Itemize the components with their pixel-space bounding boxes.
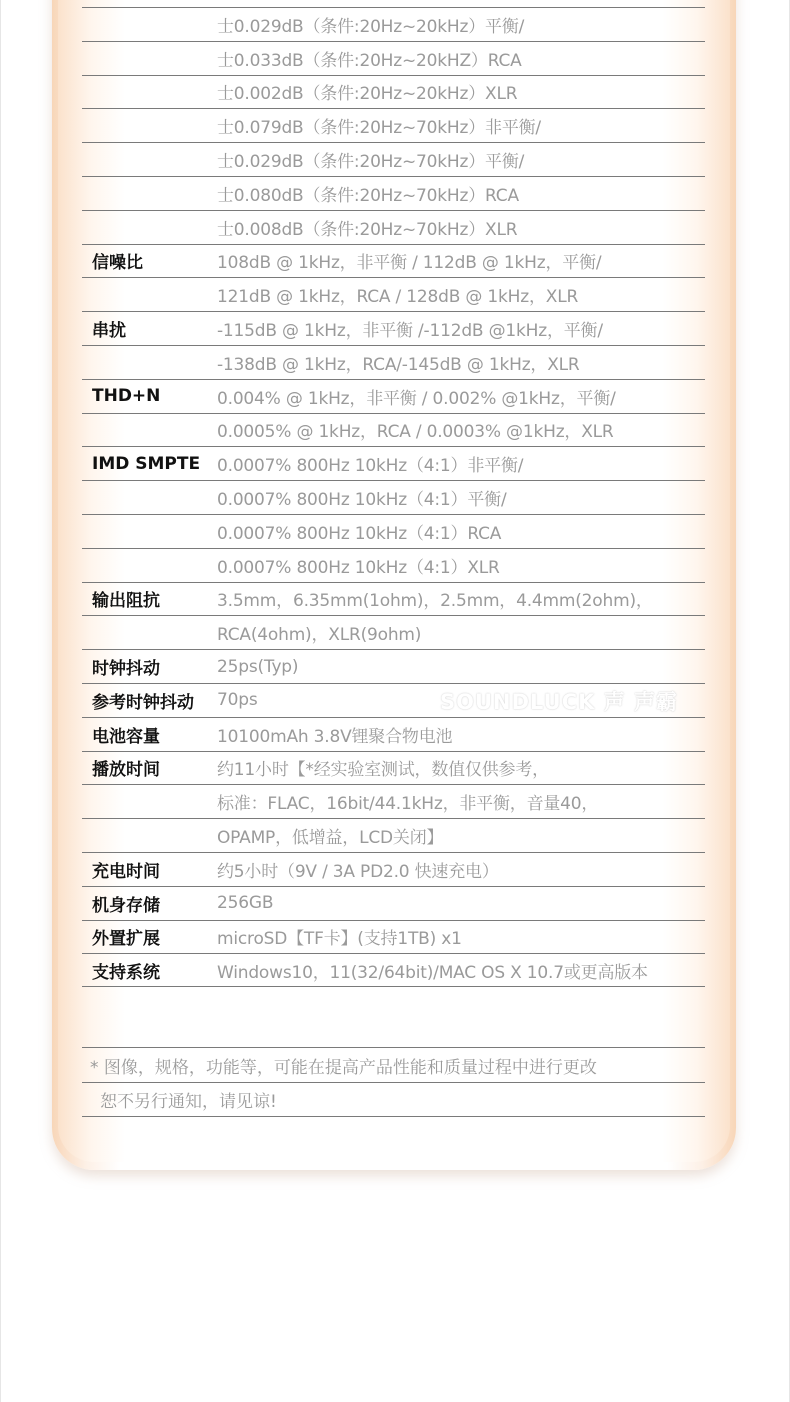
disclaimer-line-1: * 图像，规格，功能等，可能在提高产品性能和质量过程中进行更改 [82, 1047, 705, 1082]
spec-value: 0.004% @ 1kHz，非平衡 / 0.002% @1kHz，平衡/ [217, 388, 616, 409]
spec-row [82, 413, 705, 447]
spec-row [82, 75, 705, 109]
spec-value: Windows10，11(32/64bit)/MAC OS X 10.7或更高版本 [217, 962, 648, 983]
spec-row [82, 548, 705, 582]
spec-value: OPAMP，低增益，LCD关闭】 [217, 828, 444, 849]
spec-label: 播放时间 [92, 760, 160, 781]
spec-row [82, 920, 705, 954]
spec-label: 机身存储 [92, 895, 160, 916]
spec-row [82, 244, 705, 278]
spec-label: 参考时钟抖动 [92, 692, 194, 713]
watermark: SOUNDLUCK 声 声霸 [440, 690, 679, 714]
spec-row [82, 108, 705, 142]
spec-label: 串扰 [92, 321, 126, 342]
page-left-edge [0, 0, 1, 1402]
spec-value: 3.5mm，6.35mm(1ohm)，2.5mm，4.4mm(2ohm)， [217, 591, 653, 612]
spec-value: 士0.029dB（条件:20Hz~20kHz）平衡/ [217, 16, 525, 37]
spec-value: 0.0007% 800Hz 10kHz（4:1）XLR [217, 557, 500, 578]
spec-value: 70ps [217, 690, 258, 711]
disclaimer-notes [82, 1047, 705, 1117]
spec-value: 士0.002dB（条件:20Hz~20kHz）XLR [217, 84, 518, 105]
spec-value: 标准：FLAC，16bit/44.1kHz，非平衡，音量40， [217, 794, 599, 815]
disclaimer-line-2: 恕不另行通知，请见谅! [82, 1082, 705, 1117]
spec-row [82, 311, 705, 345]
spec-row [82, 277, 705, 311]
spec-row [82, 852, 705, 886]
spec-row [82, 345, 705, 379]
spec-row [82, 210, 705, 244]
spec-value: 108dB @ 1kHz，非平衡 / 112dB @ 1kHz，平衡/ [217, 253, 602, 274]
spec-row [82, 818, 705, 852]
spec-value: -138dB @ 1kHz，RCA/-145dB @ 1kHz，XLR [217, 354, 580, 375]
spec-label: IMD SMPTE [92, 453, 201, 474]
spec-value: 0.0007% 800Hz 10kHz（4:1）RCA [217, 523, 502, 544]
spec-row [82, 953, 705, 987]
spec-row [82, 784, 705, 818]
spec-value: 25ps(Typ) [217, 656, 299, 677]
spec-row [82, 176, 705, 210]
spec-value: 士0.080dB（条件:20Hz~70kHz）RCA [217, 185, 519, 206]
spec-value: 256GB [217, 893, 274, 914]
spec-label: 信噪比 [92, 253, 143, 274]
spec-row [82, 886, 705, 920]
spec-value: 10100mAh 3.8V锂聚合物电池 [217, 726, 453, 747]
spec-label: THD+N [92, 386, 161, 407]
spec-row [82, 480, 705, 514]
spec-value: 士0.008dB（条件:20Hz~70kHz）XLR [217, 219, 518, 240]
spec-value: 士0.079dB（条件:20Hz~70kHz）非平衡/ [217, 118, 541, 139]
spec-row [82, 582, 705, 616]
spec-label: 输出阻抗 [92, 591, 160, 612]
spec-label: 时钟抖动 [92, 659, 160, 680]
spec-row [82, 649, 705, 683]
spec-value: RCA(4ohm)，XLR(9ohm) [217, 625, 422, 646]
spec-label: 支持系统 [92, 962, 160, 983]
spec-row [82, 717, 705, 751]
spec-value: microSD【TF卡】(支持1TB) x1 [217, 929, 462, 950]
spec-value: 士0.029dB（条件:20Hz~70kHz）平衡/ [217, 152, 525, 173]
spec-row [82, 379, 705, 413]
spec-label: 外置扩展 [92, 929, 160, 950]
spec-table [82, 7, 705, 987]
spec-row [82, 615, 705, 649]
spec-value: 121dB @ 1kHz，RCA / 128dB @ 1kHz，XLR [217, 287, 579, 308]
spec-value: -115dB @ 1kHz，非平衡 /-112dB @1kHz，平衡/ [217, 321, 603, 342]
spec-value: 士0.033dB（条件:20Hz~20kHZ）RCA [217, 50, 522, 71]
spec-value: 0.0007% 800Hz 10kHz（4:1）平衡/ [217, 490, 507, 511]
spec-value: 0.0007% 800Hz 10kHz（4:1）非平衡/ [217, 456, 524, 477]
spec-row [82, 142, 705, 176]
spec-label: 电池容量 [92, 726, 160, 747]
spec-row [82, 41, 705, 75]
spec-row [82, 7, 705, 41]
spec-row [82, 751, 705, 785]
spec-label: 充电时间 [92, 861, 160, 882]
spec-value: 约5小时（9V / 3A PD2.0 快速充电） [217, 861, 499, 882]
spec-row [82, 514, 705, 548]
spec-value: 0.0005% @ 1kHz，RCA / 0.0003% @1kHz，XLR [217, 422, 614, 443]
spec-row [82, 446, 705, 480]
spec-value: 约11小时【*经实验室测试，数值仅供参考， [217, 760, 549, 781]
